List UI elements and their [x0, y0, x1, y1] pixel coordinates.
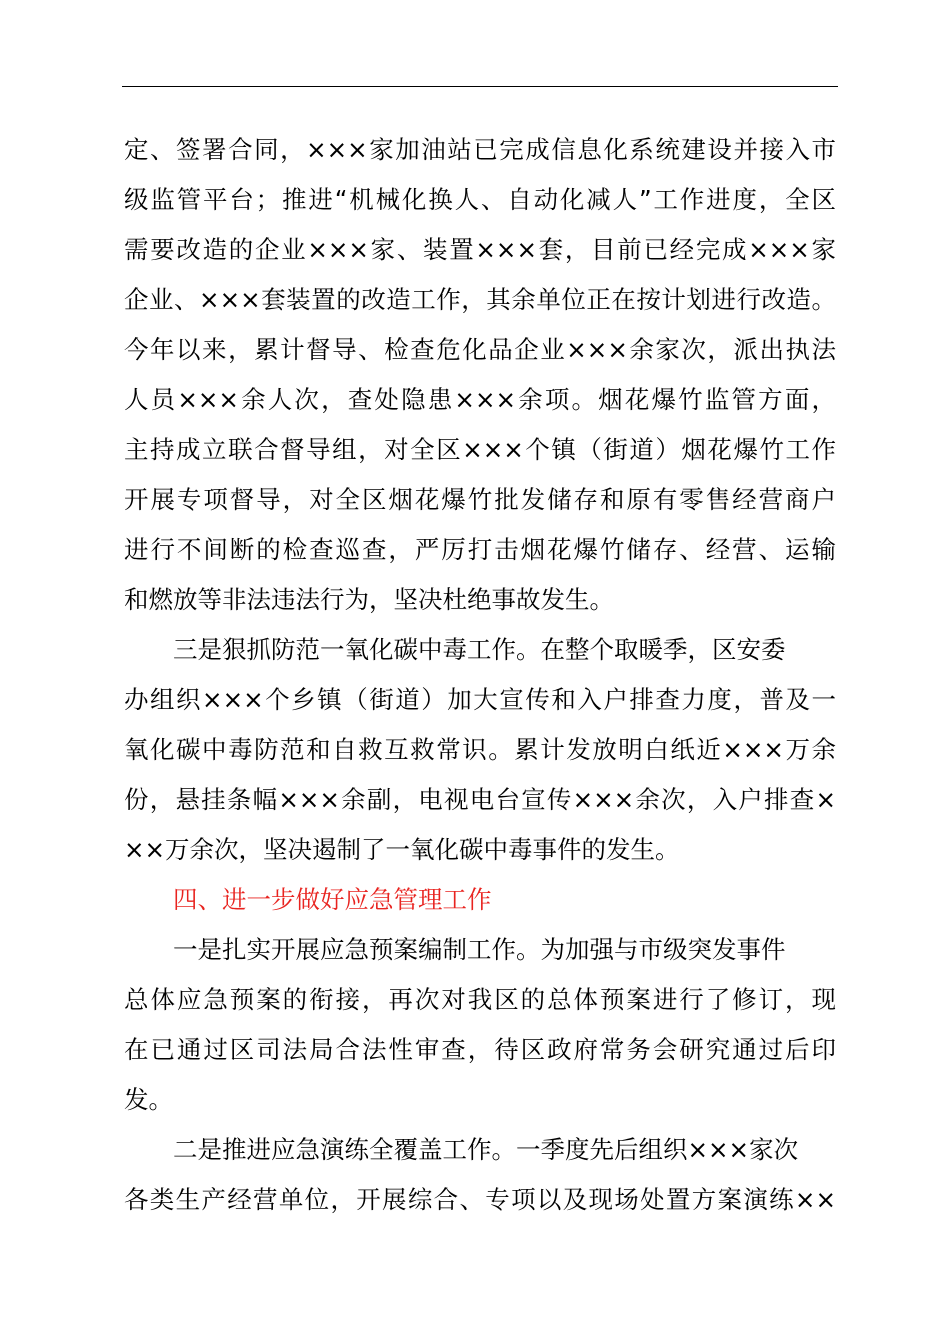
text-line: 主持成立联合督导组，对全区×××个镇（街道）烟花爆竹工作 [124, 435, 836, 464]
header-rule [122, 86, 838, 87]
text-line: 份，悬挂条幅×××余副，电视电台宣传×××余次，入户排查× [124, 785, 836, 814]
text-line: ××万余次，坚决遏制了一氧化碳中毒事件的发生。 [124, 835, 680, 864]
text-line: 级监管平台；推进“机械化换人、自动化减人”工作进度，全区 [124, 185, 836, 214]
text-line: 需要改造的企业×××家、装置×××套，目前已经完成×××家 [124, 235, 836, 264]
paragraph-first-line: 二是推进应急演练全覆盖工作。一季度先后组织×××家次 [173, 1135, 799, 1164]
text-line: 在已通过区司法局合法性审查，待区政府常务会研究通过后印 [124, 1035, 836, 1064]
text-line: 办组织×××个乡镇（街道）加大宣传和入户排查力度，普及一 [124, 685, 836, 714]
text-line: 企业、×××套装置的改造工作，其余单位正在按计划进行改造。 [124, 285, 836, 314]
document-body [124, 125, 836, 1225]
text-line: 今年以来，累计督导、检查危化品企业×××余家次，派出执法 [124, 335, 836, 364]
text-line: 定、签署合同，×××家加油站已完成信息化系统建设并接入市 [124, 135, 836, 164]
text-line: 发。 [124, 1085, 173, 1114]
section-heading: 四、进一步做好应急管理工作 [173, 885, 492, 914]
text-line: 进行不间断的检查巡查，严厉打击烟花爆竹储存、经营、运输 [124, 535, 836, 564]
text-line: 和燃放等非法违法行为，坚决杜绝事故发生。 [124, 585, 614, 614]
paragraph-first-line: 三是狠抓防范一氧化碳中毒工作。在整个取暖季，区安委 [173, 635, 786, 664]
text-line: 人员×××余人次，查处隐患×××余项。烟花爆竹监管方面， [124, 385, 836, 414]
text-line: 各类生产经营单位，开展综合、专项以及现场处置方案演练×× [124, 1185, 836, 1214]
text-line: 总体应急预案的衔接，再次对我区的总体预案进行了修订，现 [124, 985, 836, 1014]
paragraph-first-line: 一是扎实开展应急预案编制工作。为加强与市级突发事件 [173, 935, 786, 964]
text-line: 开展专项督导，对全区烟花爆竹批发储存和原有零售经营商户 [124, 485, 836, 514]
text-line: 氧化碳中毒防范和自救互救常识。累计发放明白纸近×××万余 [124, 735, 836, 764]
